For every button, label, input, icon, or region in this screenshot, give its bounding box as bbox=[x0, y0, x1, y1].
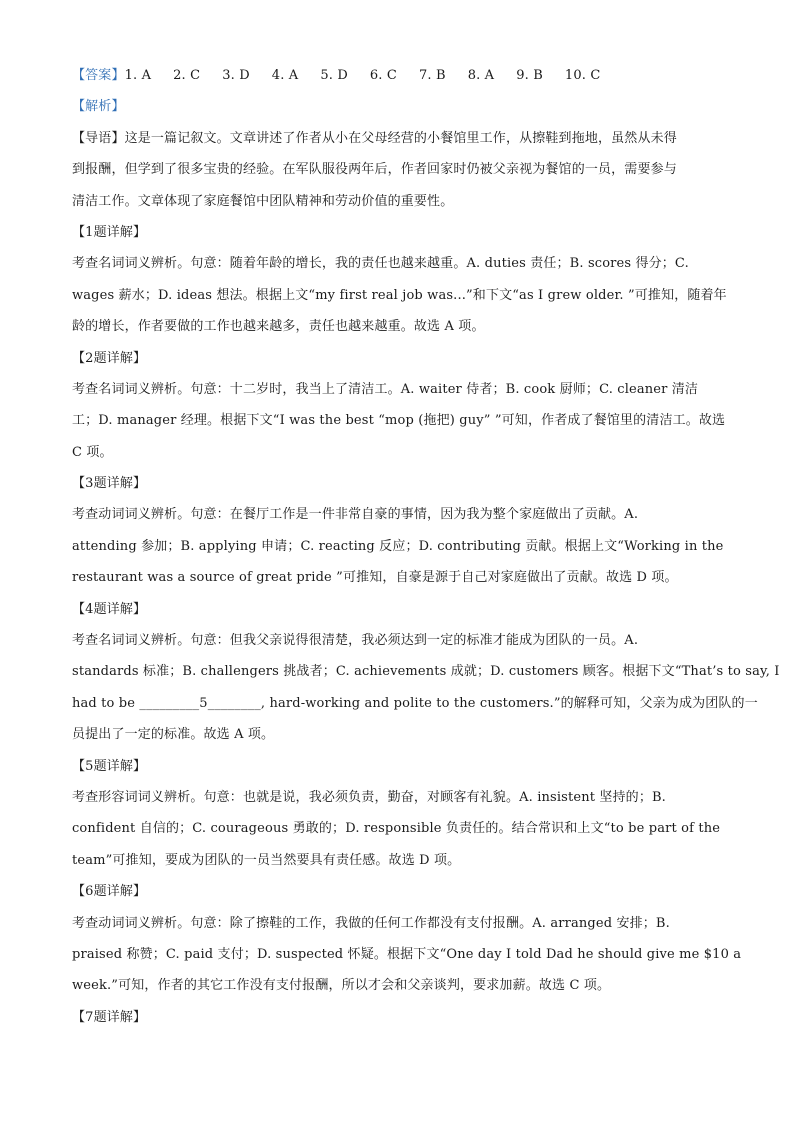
explanation-line: standards 标准；B. challengers 挑战者；C. achievements 成就；D. customers 顾客。根据下文“That’s to say, I bbox=[72, 664, 780, 680]
guide-line-1 bbox=[72, 123, 724, 154]
answer-item: 1. A bbox=[124, 68, 152, 83]
answer-item: 8. A bbox=[467, 68, 495, 83]
explanation-line: 考查动词词义辨析。句意：除了擦鞋的工作，我做的任何工作都没有支付报酬。A. arranged 安排；B. bbox=[72, 915, 670, 931]
explanation-line-with-blank bbox=[72, 688, 758, 719]
guide-line-2: 到报酬，但学到了很多宝贵的经验。在军队服役两年后，作者回家时仍被父亲视为餐馆的一员，需要参与 bbox=[72, 162, 677, 178]
answer-label: 【答案】 bbox=[72, 68, 125, 83]
explanation-line: attending 参加；B. applying 申请；C. reacting 反应；D. contributing 贡献。根据上文“Working in the bbox=[72, 538, 724, 554]
explanation-line: 考查名词词义辨析。句意：随着年龄的增长，我的责任也越来越重。A. duties 责任；B. scores 得分；C. bbox=[72, 256, 689, 272]
guide-label: 【导语】 bbox=[72, 130, 125, 146]
answer-item: 3. D bbox=[222, 68, 250, 83]
guide-line-3: 清洁工作。文章体现了家庭餐馆中团队精神和劳动价值的重要性。 bbox=[72, 193, 454, 209]
explanation-line: wages 薪水；D. ideas 想法。根据上文“my first real job was...”和下文“as I grew older. ”可推知，随着年 bbox=[72, 287, 727, 303]
question-heading: 【6题详解】 bbox=[72, 884, 147, 900]
answer-item: 9. B bbox=[516, 68, 543, 83]
explanation-line: 考查名词词义辨析。句意：但我父亲说得很清楚，我必须达到一定的标准才能成为团队的一员。A. bbox=[72, 633, 639, 649]
analysis-label: 【解析】 bbox=[72, 99, 125, 115]
explanation-line: C 项。 bbox=[72, 444, 113, 460]
answer-item: 5. D bbox=[320, 68, 348, 83]
answer-item: 6. C bbox=[369, 68, 397, 83]
answer-item: 10. C bbox=[564, 68, 601, 83]
answer-items bbox=[125, 68, 623, 83]
answer-item: 2. C bbox=[173, 68, 201, 83]
blank-line-text: , hard-working and polite to the customers.”的解释可知，父亲为成为团队的一 bbox=[260, 695, 758, 711]
explanation-line: 员提出了一定的标准。故选 A 项。 bbox=[72, 727, 275, 743]
answer-blank: _________5________ bbox=[139, 695, 261, 711]
explanation-line: confident 自信的；C. courageous 勇敢的；D. responsible 负责任的。结合常识和上文“to be part of the bbox=[72, 821, 721, 837]
answer-item: 7. B bbox=[418, 68, 446, 83]
question-heading: 【5题详解】 bbox=[72, 758, 147, 774]
question-heading: 【7题详解】 bbox=[72, 1009, 147, 1025]
explanation-line: 考查形容词词义辨析。句意：也就是说，我必须负责，勤奋，对顾客有礼貌。A. insistent 坚持的；B. bbox=[72, 789, 666, 805]
question-explanations bbox=[72, 217, 780, 1033]
explanation-line: 考查名词词义辨析。句意：十二岁时，我当上了清洁工。A. waiter 侍者；B. cook 厨师；C. cleaner 清洁 bbox=[72, 381, 699, 397]
explanation-line: restaurant was a source of great pride ”可推知，自豪是源于自己对家庭做出了贡献。故选 D 项。 bbox=[72, 570, 678, 586]
explanation-line: 工；D. manager 经理。根据下文“I was the best “mop (拖把) guy” ”可知，作者成了餐馆里的清洁工。故选 bbox=[72, 413, 726, 429]
answer-line bbox=[72, 60, 724, 91]
explanation-line: team”可推知，要成为团队的一员当然要具有责任感。故选 D 项。 bbox=[72, 852, 461, 868]
question-heading: 【1题详解】 bbox=[72, 224, 147, 240]
explanation-line: 龄的增长，作者要做的工作也越来越多，责任也越来越重。故选 A 项。 bbox=[72, 319, 485, 335]
answer-explanation-page bbox=[72, 60, 780, 1033]
blank-line-text: had to be bbox=[72, 695, 140, 711]
question-heading: 【2题详解】 bbox=[72, 350, 147, 366]
guide-text: 这是一篇记叙文。文章讲述了作者从小在父母经营的小餐馆里工作，从擦鞋到拖地，虽然从未得 bbox=[124, 130, 677, 146]
explanation-line: week.”可知，作者的其它工作没有支付报酬，所以才会和父亲谈判，要求加薪。故选 C 项。 bbox=[72, 978, 611, 994]
explanation-line: 考查动词词义辨析。句意：在餐厅工作是一件非常自豪的事情，因为我为整个家庭做出了贡献。A. bbox=[72, 507, 639, 523]
explanation-line: praised 称赞；C. paid 支付；D. suspected 怀疑。根据下文“One day I told Dad he should give me $10 a bbox=[72, 946, 742, 962]
analysis-label-line bbox=[72, 91, 724, 122]
question-heading: 【4题详解】 bbox=[72, 601, 147, 617]
question-heading: 【3题详解】 bbox=[72, 476, 147, 492]
answer-item: 4. A bbox=[271, 68, 299, 83]
